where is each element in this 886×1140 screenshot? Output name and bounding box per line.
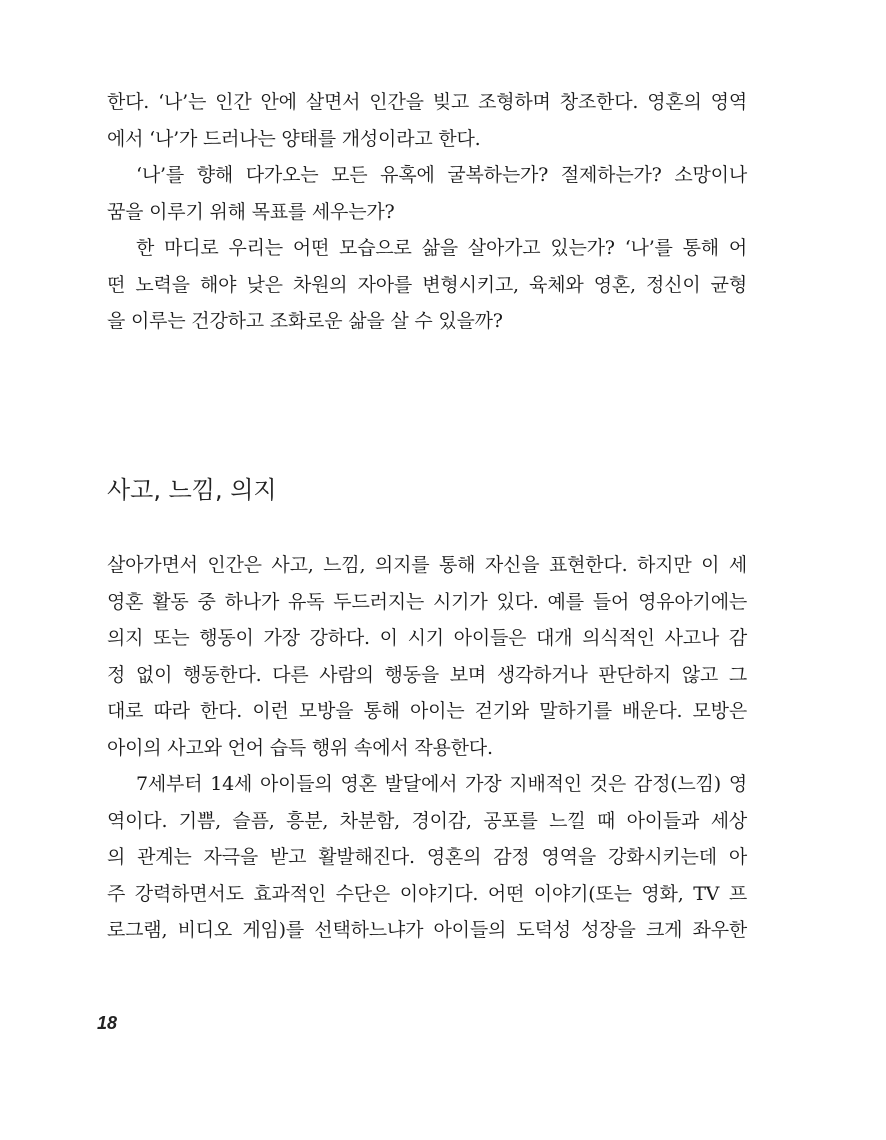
intro-text xyxy=(107,84,747,340)
text-line: 7세부터 14세 아이들의 영혼 발달에서 가장 지배적인 것은 감정(느낌) 영 xyxy=(136,773,747,795)
text-line: 로그램, 비디오 게임)를 선택하느냐가 아이들의 도덕성 성장을 크게 좌우한 xyxy=(107,919,747,941)
text-line: 에서 ‘나’가 드러나는 양태를 개성이라고 한다. xyxy=(107,127,481,150)
text-line: 떤 노력을 해야 낮은 차원의 자아를 변형시키고, 육체와 영혼, 정신이 균형 xyxy=(107,273,747,296)
text-line: 꿈을 이루기 위해 목표를 세우는가? xyxy=(107,200,395,223)
text-line: 역이다. 기쁨, 슬픔, 흥분, 차분함, 경이감, 공포를 느낄 때 아이들과 세상 xyxy=(107,809,747,832)
text-line: 한 마디로 우리는 어떤 모습으로 삶을 살아가고 있는가? ‘나’를 통해 어 xyxy=(136,237,747,259)
text-line: ‘나’를 향해 다가오는 모든 유혹에 굴복하는가? 절제하는가? 소망이나 xyxy=(136,164,747,186)
text-line: 주 강력하면서도 효과적인 수단은 이야기다. 어떤 이야기(또는 영화, TV 프 xyxy=(107,882,747,905)
text-line: 영혼 활동 중 하나가 유독 두드러지는 시기가 있다. 예를 들어 영유아기에는 xyxy=(107,590,747,613)
text-line: 아이의 사고와 언어 습득 행위 속에서 작용한다. xyxy=(107,736,493,759)
text-line: 대로 따라 한다. 이런 모방을 통해 아이는 걷기와 말하기를 배운다. 모방은 xyxy=(107,700,747,722)
text-line: 의 관계는 자극을 받고 활발해진다. 영혼의 감정 영역을 강화시키는데 아 xyxy=(107,846,747,868)
text-line: 을 이루는 건강하고 조화로운 삶을 살 수 있을까? xyxy=(107,310,503,332)
text-line: 한다. ‘나’는 인간 안에 살면서 인간을 빚고 조형하며 창조한다. 영혼의 영역 xyxy=(107,91,747,113)
section-heading: 사고, 느낌, 의지 xyxy=(107,476,277,504)
page-number: 18 xyxy=(97,1013,118,1033)
section-body-text xyxy=(107,547,747,949)
text-line: 정 없이 행동한다. 다른 사람의 행동을 보며 생각하거나 판단하지 않고 그 xyxy=(107,663,747,686)
text-line: 의지 또는 행동이 가장 강하다. 이 시기 아이들은 대개 의식적인 사고나 감 xyxy=(107,627,747,649)
text-line: 살아가면서 인간은 사고, 느낌, 의지를 통해 자신을 표현한다. 하지만 이 세 xyxy=(107,554,747,576)
